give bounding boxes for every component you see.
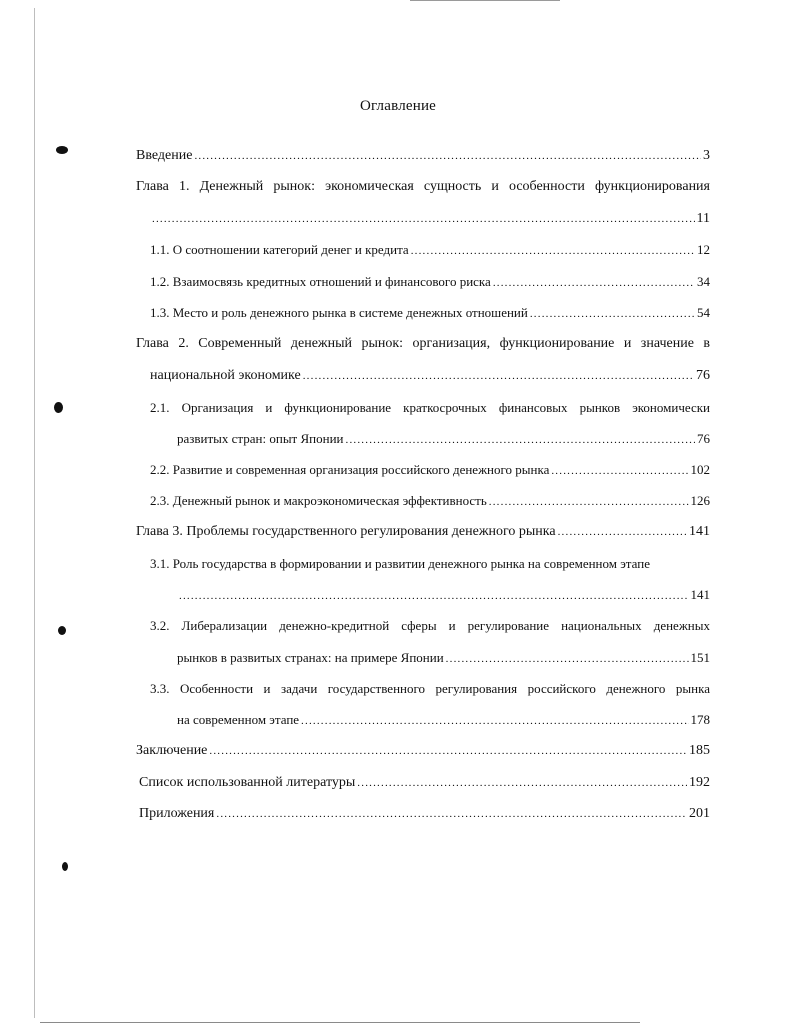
leader-dots: [489, 493, 689, 511]
toc-entry-text: развитых стран: опыт Японии: [177, 431, 344, 446]
toc-entry-3-2[interactable]: [177, 649, 710, 668]
toc-page-number: 201: [689, 806, 710, 821]
toc-entry-2-1[interactable]: [177, 430, 710, 449]
toc-page-number: 76: [697, 431, 710, 446]
scan-edge-left: [34, 8, 35, 1018]
punch-hole-mark: [62, 862, 68, 871]
toc-page-number: 102: [690, 462, 710, 477]
toc-entry-conclusion[interactable]: [136, 742, 710, 760]
leader-dots: [303, 367, 694, 385]
toc-entry-chapter-2[interactable]: [150, 367, 710, 385]
toc-entry-text: на современном этапе: [177, 712, 300, 727]
toc-entry-2-3[interactable]: [150, 492, 710, 511]
toc-entry-text: Заключение: [136, 743, 208, 758]
leader-dots: [411, 242, 695, 260]
leader-dots: [209, 742, 687, 760]
toc-entry-text: рынков в развитых странах: на примере Японии: [177, 650, 444, 665]
toc-entry-1-3[interactable]: [150, 304, 710, 323]
toc-entry-text: национальной экономике: [150, 368, 301, 383]
toc-page-number: 126: [690, 493, 710, 508]
toc-page-number: 54: [697, 305, 710, 320]
toc-entry-3-3[interactable]: [177, 711, 710, 730]
leader-dots: [493, 274, 695, 292]
toc-entry-introduction[interactable]: [136, 147, 710, 165]
punch-hole-mark: [54, 402, 63, 413]
scan-edge-top: [410, 0, 560, 1]
toc-entry-text: 2.3. Денежный рынок и макроэкономическая эффективность: [150, 493, 487, 508]
toc-entry-chapter-3[interactable]: [136, 523, 710, 541]
toc-entry-text: 2.2. Развитие и современная организация российского денежного рынка: [150, 462, 550, 477]
toc-entry-text: 1.3. Место и роль денежного рынка в системе денежных отношений: [150, 305, 528, 320]
punch-hole-mark: [56, 146, 68, 154]
toc-page-number: 76: [696, 368, 710, 383]
leader-dots: [558, 523, 687, 541]
leader-dots: [179, 587, 689, 605]
toc-entry-chapter-2-text[interactable]: Глава 2. Современный денежный рынок: организация, функционирование и значение в: [136, 336, 710, 351]
leader-dots: [301, 712, 688, 730]
leader-dots: [446, 650, 689, 668]
scan-edge-bottom: [40, 1022, 640, 1023]
toc-title: Оглавление: [359, 98, 437, 114]
toc-entry-1-1[interactable]: [150, 241, 710, 260]
toc-page-number: 178: [690, 712, 710, 727]
toc-entry-appendices[interactable]: [139, 805, 710, 823]
toc-page-number: 185: [689, 743, 710, 758]
toc-entry-bibliography[interactable]: [139, 774, 710, 792]
leader-dots: [346, 431, 696, 449]
toc-page-number: 141: [689, 524, 710, 539]
toc-page-number: 3: [703, 148, 710, 163]
toc-page-number: 34: [697, 274, 710, 289]
leader-dots: [357, 774, 687, 792]
toc-entry-3-1-text[interactable]: 3.1. Роль государства в формировании и развитии денежного рынка на современном этапе: [150, 556, 650, 571]
toc-entry-text: Глава 3. Проблемы государственного регулирования денежного рынка: [136, 524, 556, 539]
toc-entry-3-2-text[interactable]: 3.2. Либерализации денежно-кредитной сферы и регулирование национальных денежных: [150, 618, 710, 633]
toc-entry-3-1[interactable]: [177, 586, 710, 605]
toc-entry-chapter-1-text[interactable]: Глава 1. Денежный рынок: экономическая сущность и особенности функционирования: [136, 179, 710, 194]
toc-entry-chapter-1[interactable]: [150, 210, 710, 228]
toc-entry-3-3-text[interactable]: 3.3. Особенности и задачи государственного регулирования российского денежного рынка: [150, 681, 710, 696]
toc-entry-text: Введение: [136, 148, 193, 163]
toc-page-number: 192: [689, 775, 710, 790]
leader-dots: [551, 462, 688, 480]
toc-entry-text: 1.2. Взаимосвязь кредитных отношений и финансового риска: [150, 274, 491, 289]
toc-page-number: 11: [696, 211, 710, 226]
toc-page-number: 12: [697, 242, 710, 257]
leader-dots: [216, 805, 687, 823]
punch-hole-mark: [58, 626, 66, 635]
toc-entry-text: Список использованной литературы: [139, 775, 356, 790]
toc-entry-2-1-text[interactable]: 2.1. Организация и функционирование краткосрочных финансовых рынков экономически: [150, 400, 710, 415]
leader-dots: [152, 210, 695, 228]
toc-entry-1-2[interactable]: [150, 273, 710, 292]
toc-entry-2-2[interactable]: [150, 461, 710, 480]
toc-entry-text: Приложения: [139, 806, 215, 821]
toc-page-number: 141: [690, 587, 710, 602]
toc-entry-text: 1.1. О соотношении категорий денег и кредита: [150, 242, 409, 257]
leader-dots: [194, 147, 701, 165]
toc-page-number: 151: [690, 650, 710, 665]
leader-dots: [530, 305, 695, 323]
